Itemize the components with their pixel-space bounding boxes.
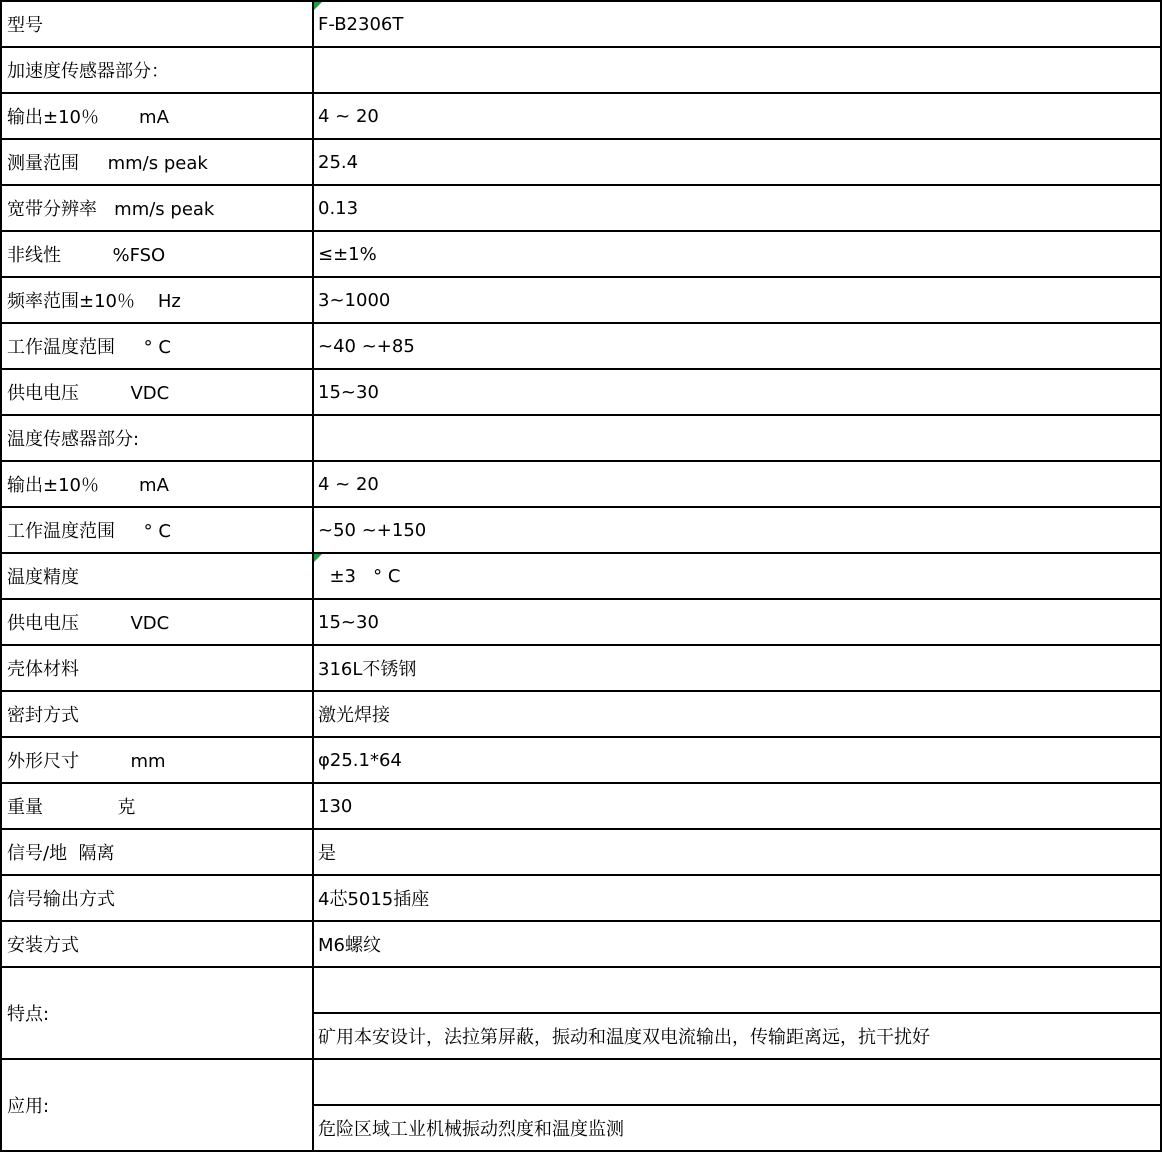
- row-label: 温度传感器部分:: [1, 415, 313, 461]
- row-label: 信号/地 隔离: [1, 829, 313, 875]
- row-value: 25.4: [313, 139, 1161, 185]
- features-value: 矿用本安设计，法拉第屏蔽，振动和温度双电流输出，传输距离远，抗干扰好: [313, 1013, 1161, 1059]
- row-label: 宽带分辨率 mm/s peak: [1, 185, 313, 231]
- row-label: 型号: [1, 1, 313, 47]
- row-value: 4芯5015插座: [313, 875, 1161, 921]
- application-label: 应用:: [1, 1059, 313, 1151]
- row-value: 4 ~ 20: [313, 93, 1161, 139]
- row-value: 是: [313, 829, 1161, 875]
- row-label: 供电电压 VDC: [1, 369, 313, 415]
- features-row: [1, 967, 1161, 1013]
- application-row: [1, 1059, 1161, 1105]
- table-row: [1, 369, 1161, 415]
- row-label: 供电电压 VDC: [1, 599, 313, 645]
- row-value: 316L不锈钢: [313, 645, 1161, 691]
- row-label: 输出±10％ mA: [1, 93, 313, 139]
- row-label: 非线性 %FSO: [1, 231, 313, 277]
- row-label: 加速度传感器部分：: [1, 47, 313, 93]
- table-row: [1, 139, 1161, 185]
- table-row: [1, 553, 1161, 599]
- table-row: [1, 1, 1161, 47]
- row-label: 工作温度范围 ° C: [1, 507, 313, 553]
- row-value: [313, 553, 1161, 599]
- row-value: M6螺纹: [313, 921, 1161, 967]
- row-label: 壳体材料: [1, 645, 313, 691]
- table-row: [1, 783, 1161, 829]
- table-row: [1, 461, 1161, 507]
- table-row: [1, 185, 1161, 231]
- table-row: [1, 875, 1161, 921]
- row-value: [313, 47, 1161, 93]
- row-label: 信号输出方式: [1, 875, 313, 921]
- table-row: [1, 507, 1161, 553]
- features-label: 特点:: [1, 967, 313, 1059]
- table-row: [1, 93, 1161, 139]
- row-value: [313, 1, 1161, 47]
- table-row: [1, 323, 1161, 369]
- row-label: 测量范围 mm/s peak: [1, 139, 313, 185]
- table-row: [1, 691, 1161, 737]
- row-value-text: ±3 ° C: [318, 565, 401, 587]
- row-value: ≤±1%: [313, 231, 1161, 277]
- row-value: 激光焊接: [313, 691, 1161, 737]
- comment-marker-icon: [314, 2, 322, 10]
- row-value: ~40 ~+85: [313, 323, 1161, 369]
- row-value-text: F-B2306T: [318, 13, 404, 35]
- row-value: 15~30: [313, 599, 1161, 645]
- table-row: [1, 645, 1161, 691]
- table-row: [1, 829, 1161, 875]
- features-value-top: [313, 967, 1161, 1013]
- row-value: φ25.1*64: [313, 737, 1161, 783]
- row-value: 4 ~ 20: [313, 461, 1161, 507]
- row-label: 安装方式: [1, 921, 313, 967]
- table-row: [1, 599, 1161, 645]
- row-value: ~50 ~+150: [313, 507, 1161, 553]
- row-label: 温度精度: [1, 553, 313, 599]
- row-value: 0.13: [313, 185, 1161, 231]
- table-row: [1, 47, 1161, 93]
- table-row: [1, 737, 1161, 783]
- row-label: 工作温度范围 ° C: [1, 323, 313, 369]
- row-value: 130: [313, 783, 1161, 829]
- row-label: 重量 克: [1, 783, 313, 829]
- table-row: [1, 277, 1161, 323]
- table-row: [1, 231, 1161, 277]
- row-label: 频率范围±10％ Hz: [1, 277, 313, 323]
- application-value: 危险区域工业机械振动烈度和温度监测: [313, 1105, 1161, 1151]
- table-row: [1, 921, 1161, 967]
- row-label: 密封方式: [1, 691, 313, 737]
- row-value: [313, 415, 1161, 461]
- row-label: 外形尺寸 mm: [1, 737, 313, 783]
- row-label: 输出±10％ mA: [1, 461, 313, 507]
- row-value: 15~30: [313, 369, 1161, 415]
- application-value-top: [313, 1059, 1161, 1105]
- row-value: 3~1000: [313, 277, 1161, 323]
- comment-marker-icon: [314, 554, 322, 562]
- table-row: [1, 415, 1161, 461]
